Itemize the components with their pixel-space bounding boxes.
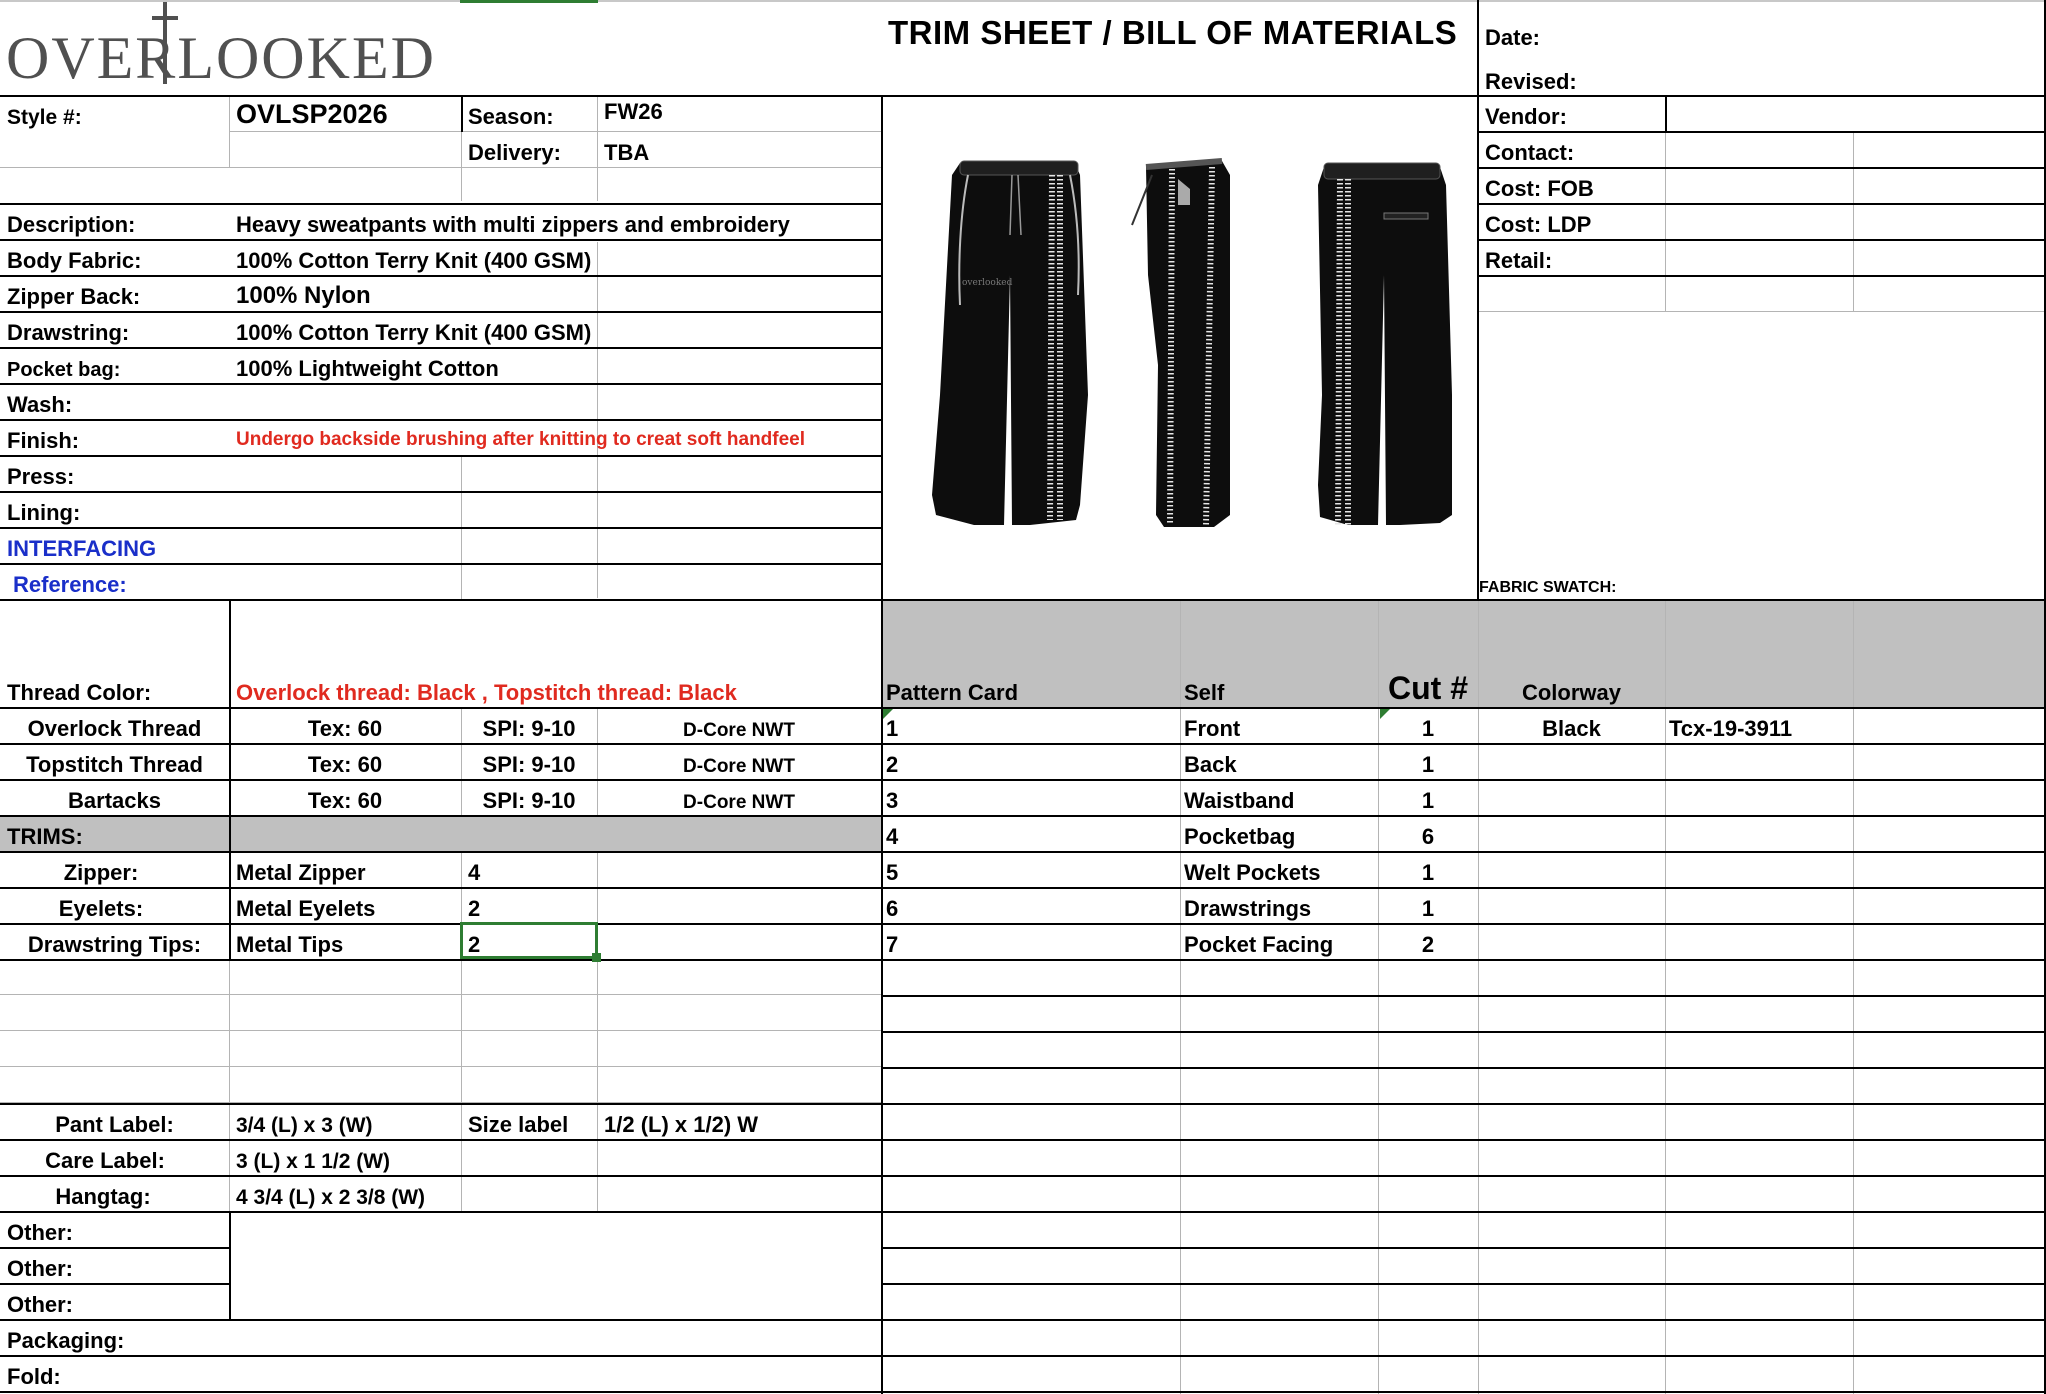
pattern-number[interactable]: 6	[886, 896, 899, 921]
thread-name[interactable]: Overlock Thread	[27, 716, 202, 741]
pattern-cut[interactable]: 1	[1421, 752, 1435, 777]
thread-type[interactable]: D-Core NWT	[683, 720, 795, 741]
pattern-cut[interactable]: 1	[1421, 896, 1435, 921]
pattern-piece[interactable]: Back	[1184, 752, 1237, 777]
label-name[interactable]: Pant Label:	[55, 1112, 174, 1137]
trim-name[interactable]: Drawstring Tips:	[27, 932, 202, 957]
thread-type[interactable]: D-Core NWT	[683, 792, 795, 813]
label-size[interactable]: 3/4 (L) x 3 (W)	[236, 1114, 373, 1137]
trim-item[interactable]: Metal Tips	[236, 932, 344, 957]
label-name[interactable]: Hangtag:	[55, 1184, 151, 1209]
spec-value-description[interactable]: Heavy sweatpants with multi zippers and embroidery	[236, 212, 790, 237]
contact-label[interactable]: Contact:	[1485, 140, 1575, 165]
side-view-sketch	[1132, 161, 1230, 527]
fill-handle[interactable]	[592, 953, 601, 962]
other-label[interactable]: Other:	[7, 1220, 73, 1245]
size-label-value[interactable]: 1/2 (L) x 1/2) W	[604, 1112, 759, 1137]
spec-value-zipper-back[interactable]: 100% Nylon	[236, 282, 371, 309]
pattern-cut[interactable]: 1	[1421, 860, 1435, 885]
trim-name[interactable]: Zipper:	[63, 860, 139, 885]
spec-label-description[interactable]: Description:	[7, 212, 136, 237]
fabric-swatch-label: FABRIC SWATCH:	[1479, 579, 1617, 596]
thread-color-value[interactable]: Overlock thread: Black , Topstitch thread: Black	[236, 680, 737, 705]
spec-label-body-fabric[interactable]: Body Fabric:	[7, 248, 142, 273]
packaging-label[interactable]: Packaging:	[7, 1328, 125, 1353]
pattern-piece[interactable]: Waistband	[1184, 788, 1295, 813]
trim-quantity[interactable]: 2	[468, 932, 481, 957]
thread-color-label[interactable]: Thread Color:	[7, 680, 152, 705]
pattern-number[interactable]: 7	[886, 932, 899, 957]
pattern-number[interactable]: 1	[886, 716, 899, 741]
trim-quantity[interactable]: 2	[468, 896, 481, 921]
thread-spi[interactable]: SPI: 9-10	[482, 788, 576, 813]
garment-sketch-image	[900, 145, 1470, 545]
colorway-name[interactable]: Black	[1542, 716, 1601, 741]
spec-label-pocket-bag[interactable]: Pocket bag:	[7, 359, 121, 381]
trim-quantity[interactable]: 4	[468, 860, 481, 885]
style-number-label[interactable]: Style #:	[7, 106, 82, 129]
page-title: TRIM SHEET / BILL OF MATERIALS	[888, 14, 1458, 51]
trim-item[interactable]: Metal Eyelets	[236, 896, 376, 921]
thread-spi[interactable]: SPI: 9-10	[482, 752, 576, 777]
season-value[interactable]: FW26	[604, 99, 663, 124]
cut-number-header[interactable]: Cut #	[1388, 670, 1468, 706]
spec-value-drawstring[interactable]: 100% Cotton Terry Knit (400 GSM)	[236, 320, 592, 345]
spec-value-press[interactable]	[229, 455, 461, 491]
other-label[interactable]: Other:	[7, 1256, 73, 1281]
size-label-title[interactable]: Size label	[468, 1112, 569, 1137]
pattern-number[interactable]: 3	[886, 788, 899, 813]
vendor-label[interactable]: Vendor:	[1485, 104, 1567, 129]
spec-label-drawstring[interactable]: Drawstring:	[7, 320, 130, 345]
embroidery-text: overlooked	[962, 278, 1013, 288]
trim-item[interactable]: Metal Zipper	[236, 860, 366, 885]
thread-tex[interactable]: Tex: 60	[307, 752, 383, 777]
trim-name[interactable]: Eyelets:	[58, 896, 144, 921]
thread-tex[interactable]: Tex: 60	[307, 788, 383, 813]
spec-label-reference[interactable]: Reference:	[13, 572, 127, 597]
spec-label-finish[interactable]: Finish:	[7, 428, 80, 453]
label-size[interactable]: 4 3/4 (L) x 2 3/8 (W)	[236, 1186, 426, 1209]
colorway-header[interactable]: Colorway	[1521, 680, 1622, 705]
label-name[interactable]: Care Label:	[45, 1148, 165, 1173]
pattern-cut[interactable]: 6	[1421, 824, 1435, 849]
spec-value-lining[interactable]	[229, 491, 461, 527]
spec-value-finish[interactable]: Undergo backside brushing after knitting to creat soft handfeel	[236, 429, 806, 450]
spec-label-press[interactable]: Press:	[7, 464, 75, 489]
spec-label-interfacing[interactable]: INTERFACING	[7, 536, 157, 561]
spec-label-wash[interactable]: Wash:	[7, 392, 73, 417]
self-header[interactable]: Self	[1184, 680, 1225, 705]
cost-ldp-label[interactable]: Cost: LDP	[1485, 212, 1592, 237]
brand-logo: OVERLOOKED	[6, 25, 436, 91]
pattern-number[interactable]: 2	[886, 752, 899, 777]
pattern-piece[interactable]: Front	[1184, 716, 1241, 741]
spec-value-reference[interactable]	[229, 563, 461, 599]
pattern-piece[interactable]: Drawstrings	[1184, 896, 1312, 921]
trims-header[interactable]: TRIMS:	[7, 824, 83, 849]
season-label[interactable]: Season:	[468, 104, 554, 129]
pattern-cut[interactable]: 1	[1421, 788, 1435, 813]
label-size[interactable]: 3 (L) x 1 1/2 (W)	[236, 1150, 391, 1173]
back-view-sketch	[1318, 163, 1452, 525]
thread-spi[interactable]: SPI: 9-10	[482, 716, 576, 741]
thread-name[interactable]: Bartacks	[68, 788, 161, 813]
spec-value-interfacing[interactable]	[229, 527, 461, 563]
active-column-indicator	[460, 0, 598, 3]
spec-value-body-fabric[interactable]: 100% Cotton Terry Knit (400 GSM)	[236, 248, 592, 273]
thread-tex[interactable]: Tex: 60	[307, 716, 383, 741]
date-label: Date:	[1485, 25, 1541, 50]
delivery-label[interactable]: Delivery:	[468, 140, 561, 165]
pattern-piece[interactable]: Pocketbag	[1184, 824, 1296, 849]
pattern-cut[interactable]: 2	[1421, 932, 1435, 957]
front-view-sketch	[932, 161, 1088, 525]
fold-label[interactable]: Fold:	[7, 1364, 61, 1389]
retail-label[interactable]: Retail:	[1485, 248, 1553, 273]
pattern-cut[interactable]: 1	[1421, 716, 1435, 741]
pattern-number[interactable]: 5	[886, 860, 899, 885]
pattern-piece[interactable]: Welt Pockets	[1184, 860, 1321, 885]
pattern-piece[interactable]: Pocket Facing	[1184, 932, 1334, 957]
pattern-card-header[interactable]: Pattern Card	[886, 680, 1019, 705]
selected-cell[interactable]	[460, 922, 598, 959]
spec-value-pocket-bag[interactable]: 100% Lightweight Cotton	[236, 356, 499, 381]
spec-value-wash[interactable]	[229, 383, 461, 419]
thread-type[interactable]: D-Core NWT	[683, 756, 795, 777]
cost-fob-label[interactable]: Cost: FOB	[1485, 176, 1594, 201]
colorway-code[interactable]: Tcx-19-3911	[1669, 716, 1793, 741]
other-label[interactable]: Other:	[7, 1292, 73, 1317]
delivery-value[interactable]: TBA	[604, 140, 650, 165]
spec-label-lining[interactable]: Lining:	[7, 500, 81, 525]
revised-label: Revised:	[1485, 69, 1577, 94]
style-number-value[interactable]: OVLSP2026	[236, 99, 388, 129]
spec-label-zipper-back[interactable]: Zipper Back:	[7, 284, 141, 309]
pattern-number[interactable]: 4	[886, 824, 899, 849]
thread-name[interactable]: Topstitch Thread	[26, 752, 203, 777]
